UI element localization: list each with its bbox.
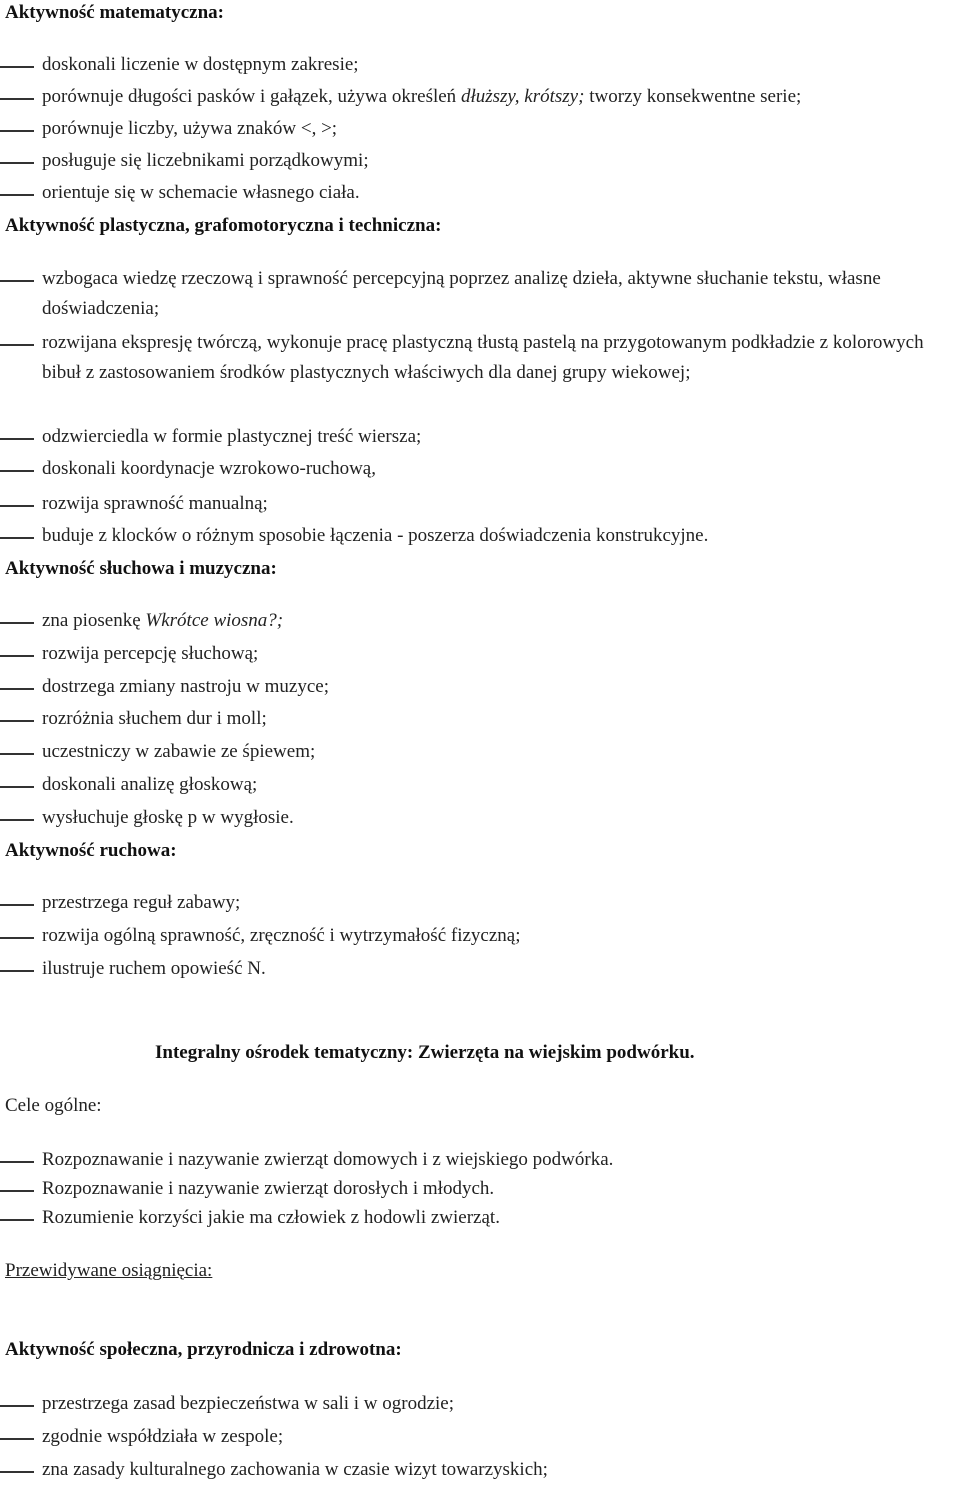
dash-bullet bbox=[0, 470, 34, 472]
achievements-heading: Przewidywane osiągnięcia: bbox=[5, 1260, 213, 1281]
goals-label: Cele ogólne: bbox=[5, 1095, 102, 1116]
list-item: doskonali koordynacje wzrokowo-ruchową, bbox=[42, 458, 376, 479]
section-heading-spoleczna: Aktywność społeczna, przyrodnicza i zdrowotna: bbox=[5, 1339, 402, 1360]
dash-bullet bbox=[0, 194, 34, 196]
list-item: Rozpoznawanie i nazywanie zwierząt dorosłych i młodych. bbox=[42, 1178, 495, 1199]
section-heading-sluchowa: Aktywność słuchowa i muzyczna: bbox=[5, 558, 277, 579]
list-item: zna zasady kulturalnego zachowania w czasie wizyt towarzyskich; bbox=[42, 1459, 548, 1480]
list-item: orientuje się w schemacie własnego ciała. bbox=[42, 182, 360, 203]
list-item: buduje z klocków o różnym sposobie łączenia - poszerza doświadczenia konstrukcyjne. bbox=[42, 525, 709, 546]
dash-bullet bbox=[0, 819, 34, 821]
dash-bullet bbox=[0, 1190, 34, 1192]
list-item: Rozpoznawanie i nazywanie zwierząt domowych i z wiejskiego podwórka. bbox=[42, 1149, 614, 1170]
dash-bullet bbox=[0, 162, 34, 164]
list-item: posługuje się liczebnikami porządkowymi; bbox=[42, 150, 369, 171]
dash-bullet bbox=[0, 1471, 34, 1473]
list-item: ilustruje ruchem opowieść N. bbox=[42, 958, 266, 979]
list-item: przestrzega reguł zabawy; bbox=[42, 892, 241, 913]
dash-bullet bbox=[0, 753, 34, 755]
list-item-text: zna piosenkę bbox=[42, 610, 146, 631]
list-item: rozwija ogólną sprawność, zręczność i wytrzymałość fizyczną; bbox=[42, 925, 521, 946]
dash-bullet bbox=[0, 1161, 34, 1163]
section-heading-matematyczna: Aktywność matematyczna: bbox=[5, 2, 224, 23]
list-item bbox=[42, 606, 954, 636]
list-item: rozróżnia słuchem dur i moll; bbox=[42, 708, 267, 729]
dash-bullet bbox=[0, 688, 34, 690]
list-item-text: tworzy konsekwentne serie; bbox=[584, 86, 802, 107]
dash-bullet bbox=[0, 970, 34, 972]
dash-bullet bbox=[0, 1438, 34, 1440]
list-item: rozwija percepcję słuchową; bbox=[42, 643, 259, 664]
dash-bullet bbox=[0, 505, 34, 507]
dash-bullet bbox=[0, 720, 34, 722]
dash-bullet bbox=[0, 280, 34, 282]
list-item: porównuje liczby, używa znaków <, >; bbox=[42, 118, 338, 139]
theme-title: Integralny ośrodek tematyczny: Zwierzęta na wiejskim podwórku. bbox=[155, 1042, 695, 1063]
list-item: doskonali analizę głoskową; bbox=[42, 774, 258, 795]
dash-bullet bbox=[0, 786, 34, 788]
list-item: dostrzega zmiany nastroju w muzyce; bbox=[42, 676, 330, 697]
dash-bullet bbox=[0, 438, 34, 440]
list-item: uczestniczy w zabawie ze śpiewem; bbox=[42, 741, 316, 762]
list-item: wysłuchuje głoskę p w wygłosie. bbox=[42, 807, 294, 828]
dash-bullet bbox=[0, 344, 34, 346]
list-item-italic-text: dłuższy, krótszy; bbox=[460, 86, 585, 107]
dash-bullet bbox=[0, 537, 34, 539]
list-item: przestrzega zasad bezpieczeństwa w sali i w ogrodzie; bbox=[42, 1393, 454, 1414]
dash-bullet bbox=[0, 904, 34, 906]
section-heading-plastyczna: Aktywność plastyczna, grafomotoryczna i techniczna: bbox=[5, 215, 442, 236]
list-item: rozwija sprawność manualną; bbox=[42, 493, 268, 514]
dash-bullet bbox=[0, 66, 34, 68]
list-item: rozwijana ekspresję twórczą, wykonuje pracę plastyczną tłustą pastelą na przygotowanym podkładzie z kolorowych bibuł z zastosowaniem środków plastycznych właściwych dla danej grupy wiekowej; bbox=[42, 332, 924, 383]
list-item: odzwierciedla w formie plastycznej treść wiersza; bbox=[42, 426, 422, 447]
dash-bullet bbox=[0, 98, 34, 100]
list-item-italic-text: Wkrótce wiosna?; bbox=[145, 610, 284, 631]
dash-bullet bbox=[0, 130, 34, 132]
list-item bbox=[42, 82, 954, 112]
list-item: zgodnie współdziała w zespole; bbox=[42, 1426, 284, 1447]
dash-bullet bbox=[0, 937, 34, 939]
dash-bullet bbox=[0, 655, 34, 657]
dash-bullet bbox=[0, 1219, 34, 1221]
list-item: wzbogaca wiedzę rzeczową i sprawność percepcyjną poprzez analizę dzieła, aktywne słuchanie tekstu, własne doświadczenia; bbox=[42, 268, 881, 319]
section-heading-ruchowa: Aktywność ruchowa: bbox=[5, 840, 177, 861]
list-item: Rozumienie korzyści jakie ma człowiek z hodowli zwierząt. bbox=[42, 1207, 500, 1228]
list-item: doskonali liczenie w dostępnym zakresie; bbox=[42, 54, 359, 75]
dash-bullet bbox=[0, 1405, 34, 1407]
list-item-text: porównuje długości pasków i gałązek, używa określeń bbox=[42, 86, 461, 107]
dash-bullet bbox=[0, 622, 34, 624]
